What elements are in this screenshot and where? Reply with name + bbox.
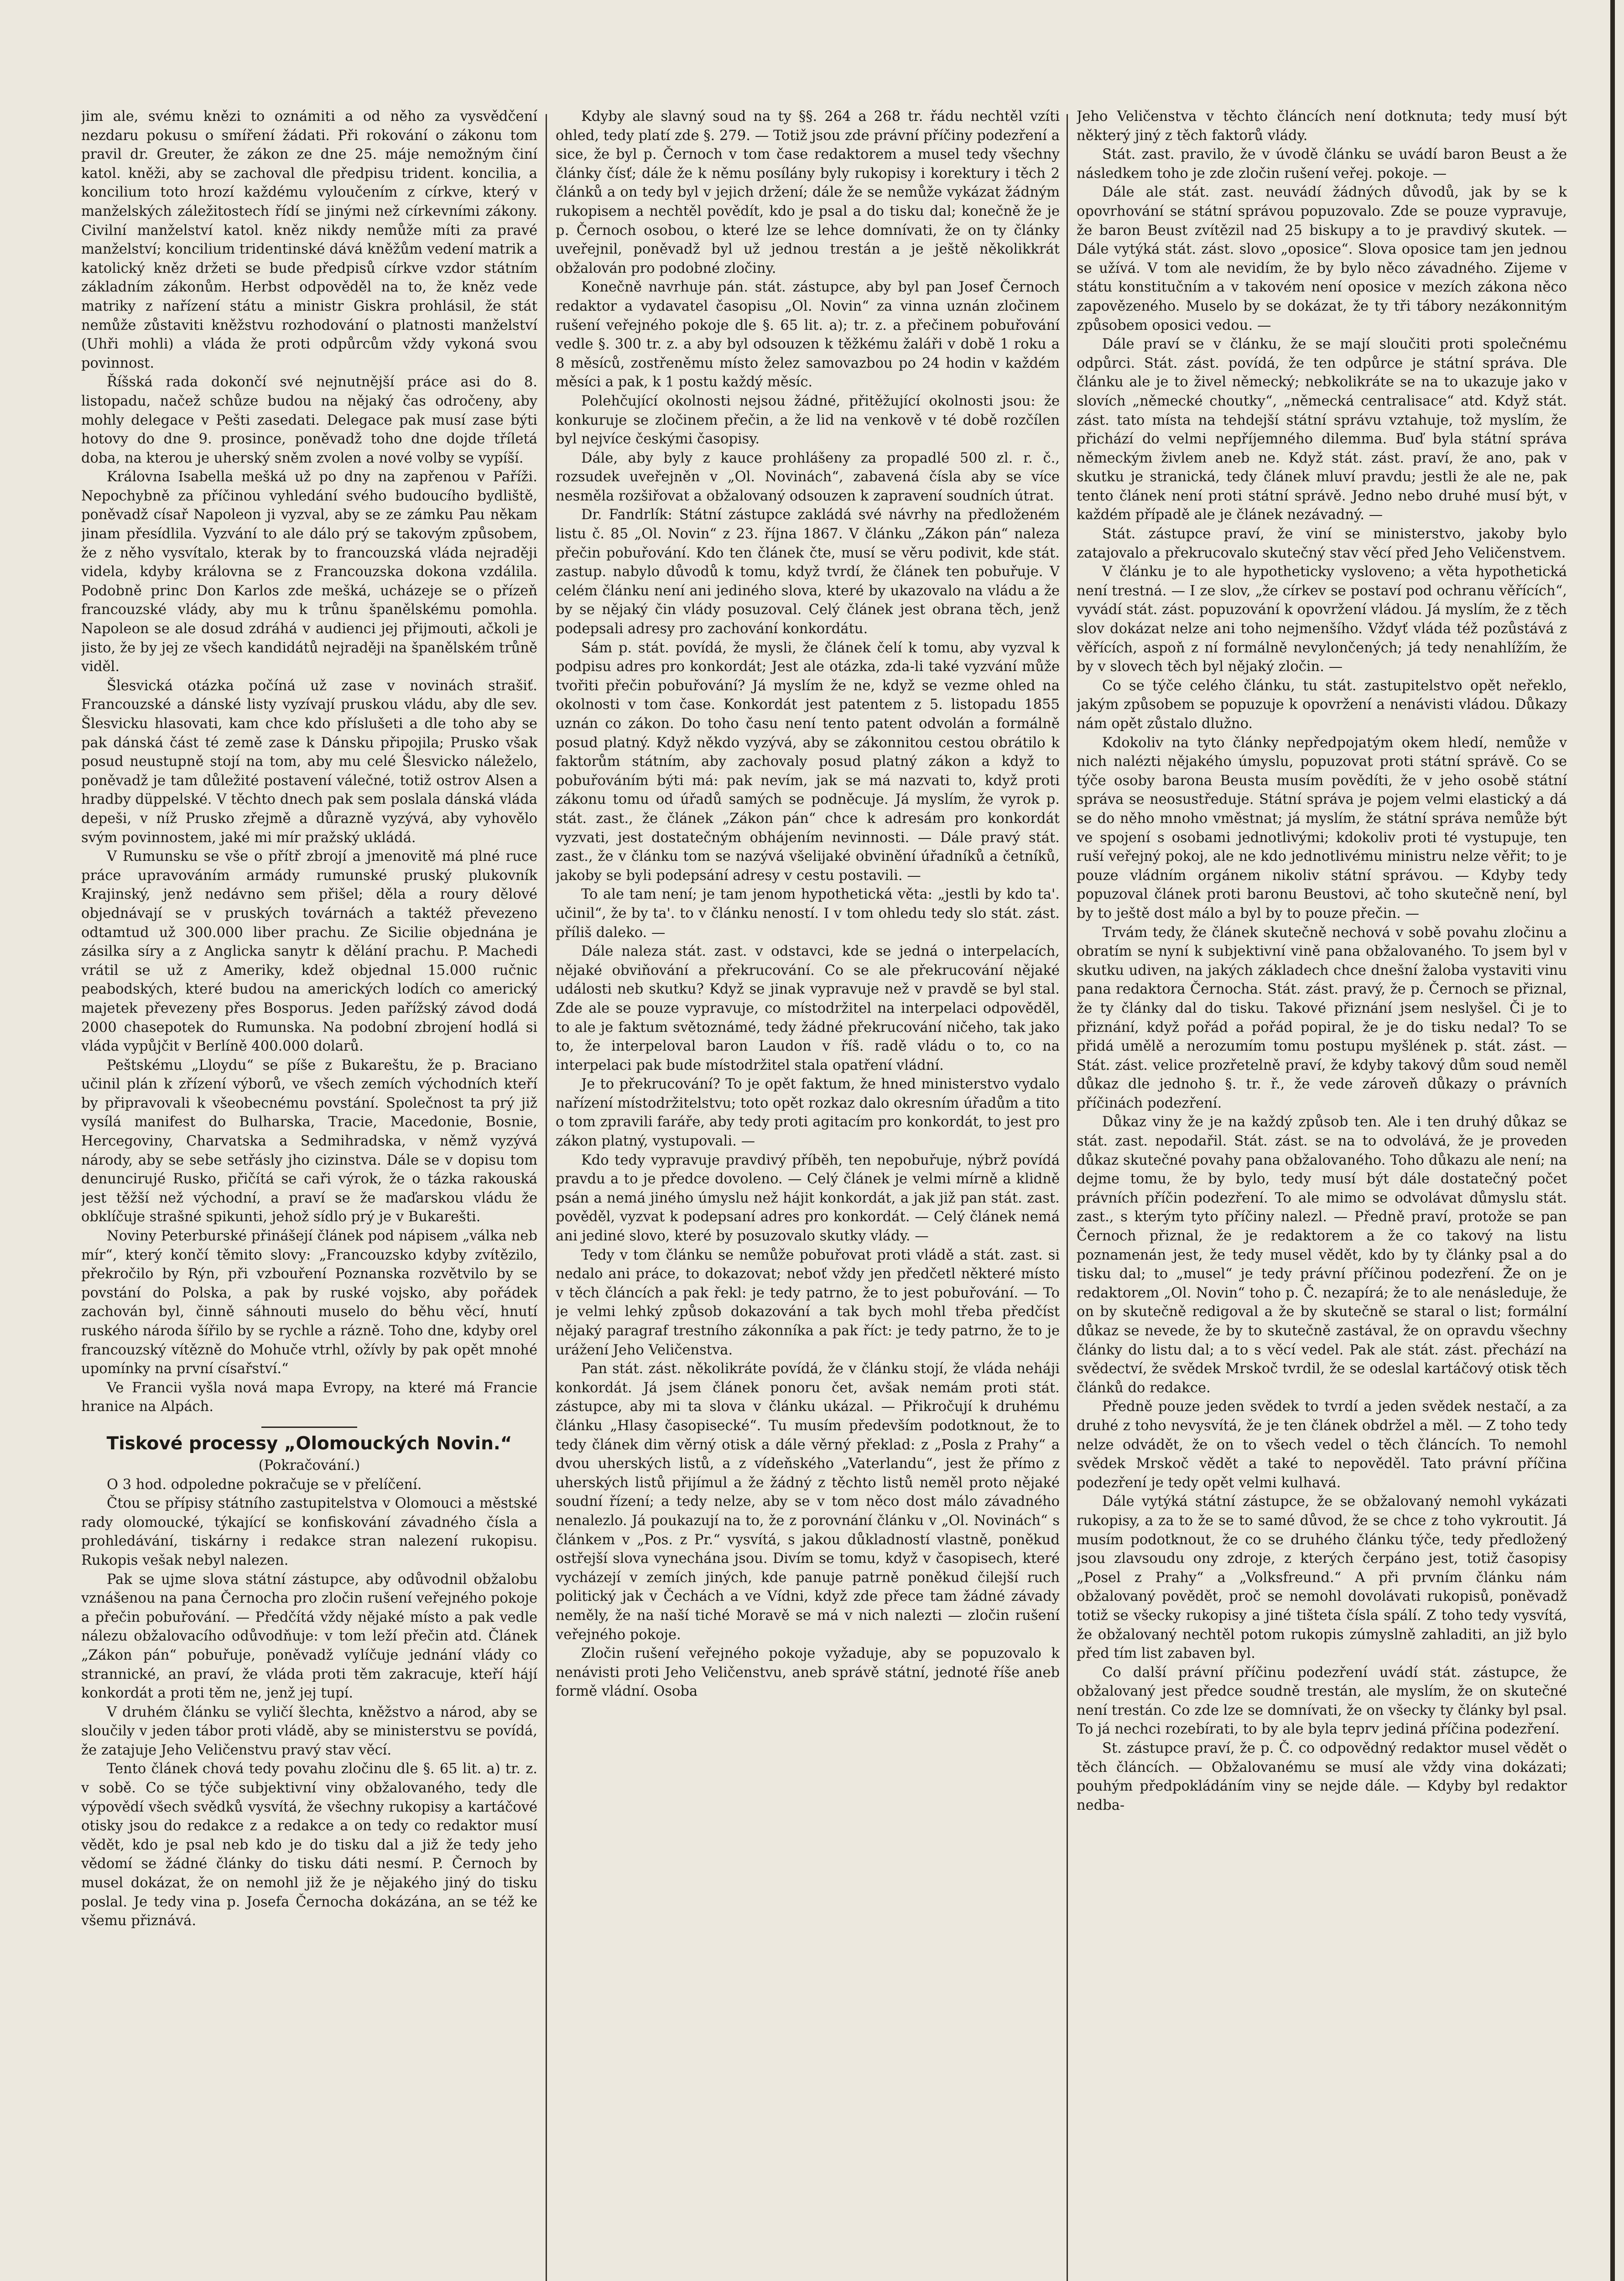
column-divider — [1067, 114, 1068, 2281]
paragraph: Čtou se přípisy státního zastupitelstva v Olomouci a městské rady olomoucké, týkající se konfiskování závadného čísla a prohledávání, tiskárny i redakce stran nalezení rukopisu. Rukopis vešak nebyl nalezen. — [81, 1495, 537, 1568]
paragraph: Co další právní příčinu podezření uvádí stát. zástupce, že obžalovaný jest předce soudně trestán, ale myslím, že on skutečné není trestán. Co zde lze se domnívati, že on všecky ty články byl psal. To já nechci rozebírati, to by ale byla teprv jediná příčina podezření. — [1077, 1664, 1567, 1738]
column-middle — [556, 107, 1060, 2281]
paragraph: Ve Francii vyšla nová mapa Evropy, na které má Francie hranice na Alpách. — [81, 1380, 537, 1415]
paragraph: jim ale, svému knězi to oznámiti a od něho za vysvědčení nezdaru pokusu o smíření žádati. Při rokování o zákonu tom pravil dr. Greuter, že zákon ze dne 25. máje nemožným činí katol. kněži, aby se zachoval dle předpisu trident. koncilia, a koncilium toto hrozí každému vyloučením z církve, který v manželských záležitostech řídí se jinými než církevními zákony. Civilní manželství katol. kněz nikdy nemůže míti za pravé manželství; koncilium tridentinské dává kněžům vedení matrik a katolický kněz držeti se bude předpisů církve vzdor státním základním zákonům. Herbst odpověděl na to, že kněz vede matriky z nařízení státu a ministr Giskra prohlásil, že stát nemůže zůstaviti kněžstvu rozhodování o platnosti manželství (Uhři mohli) a vláda že proti odpůrcům vždy vykoná svou povinnost. — [81, 109, 537, 371]
paragraph: Kdyby ale slavný soud na ty §§. 264 a 268 tr. řádu nechtěl vzíti ohled, tedy platí zde §. 279. — Totiž jsou zde právní příčiny podezření a sice, že byl p. Černoch v tom čase redaktorem a musel tedy všechny články čísť; dále že k němu posílány byly rukopisy i korektury i těch 2 článků a on tedy byl v jejich držení; dále že se nemůže vykázat žádným rukopisem a nechtěl povědít, kdo je psal a do tisku dal; konečně že je p. Černoch osobou, o které lze se lehce domnívati, že on ty články uveřejnil, poněvadž byl už jednou trestán a je ještě několikkrát obžalován pro podobné zločiny. — [556, 109, 1060, 276]
paragraph: V Rumunsku se vše o přítř zbrojí a jmenovitě má plné ruce práce upravováním armády rumunské pruský plukovník Krajinský, jenž nedávno sem přišel; děla a roury dělové objednávají se v pruských továrnách a taktéž převezeno odtamtud už 300.000 liber prachu. Ze Sicilie objednána je zásilka síry a z Anglicka sanytr k dělání prachu. P. Machedi vrátil se už z Ameriky, kdež objednal 15.000 ručnic peabodských, které budou na amerických lodích co americký majetek převezeny přes Bosporus. Jeden pařížský závod dodá 2000 chasepotek do Rumunska. Na podobní zbrojení hodlá si vláda vypůjčit v Berlíně 400.000 dolarů. — [81, 849, 537, 1055]
paragraph: Tento článek chová tedy povahu zločinu dle §. 65 lit. a) tr. z. v sobě. Co se týče subjektivní viny obžalovaného, tedy dle výpovědí všech svědků vysvítá, že všechny rukopisy a kartáčové otisky jsou do redakce z a redakce a on tedy co redaktor musí vědět, kdo je psal neb kdo je do tisku dal a již že tedy jeho vědomí se žádné články do tisku dáti nesmí. P. Černoch by musel dokázat, že on nemohl již že je nějakého jiný do tisku poslal. Je tedy vina p. Josefa Černocha dokázána, an se též ke všemu přiznává. — [81, 1761, 537, 1929]
article-subheading: (Pokračování.) — [258, 1457, 360, 1474]
paragraph: O 3 hod. odpoledne pokračuje se v přelíčení. — [107, 1476, 422, 1493]
paragraph: Kdo tedy vypravuje pravdivý příběh, ten nepobuřuje, nýbrž povídá pravdu a to je předce dovoleno. — Celý článek je velmi mírně a klidně psán a nemá jiného úmyslu než hájit konkordát, a jak již pan stát. zast. pověděl, vyzvat k podepsaní adres pro konkordát. — Celý článek nemá ani jediné slovo, které by posuzovalo skutky vlády. — — [556, 1152, 1060, 1245]
paragraph: Dále, aby byly z kauce prohlášeny za propadlé 500 zl. r. č., rozsudek uveřejněn v „Ol. Novinách“, zabavená čísla aby se více nesměla rozšiřovat a obžalovaný odsouzen k zapravení soudních útrat. — [556, 450, 1060, 504]
paragraph: Peštskému „Lloydu“ se píše z Bukareštu, že p. Braciano učinil plán k zřízení výborů, ve všech zemích východních kteří by připravovali k všeobecnému povstání. Společnost ta prý již vysílá manifest do Bulharska, Tracie, Macedonie, Bosnie, Hercegoviny, Charvatska a Sedmihradska, v němž vyzývá národy, aby se sebe setřásly jho cizinstva. Dále se v dopisu tom denuncirujé Rusko, přičítá se caři výrok, že o tázka rakouská jest těžší než východní, a praví se že maďarskou vládu že obklíčuje strašné spikunti, jehož sídlo prý je v Bukarešti. — [81, 1057, 537, 1225]
paragraph: Královna Isabella mešká už po dny na zapřenou v Paříži. Nepochybně za příčinou vyhledání svého budoucího bydliště, poněvadž císař Napoleon ji vyzval, aby se ze zámku Pau někam jinam přesídlila. Vyzvání to ale dálo prý se takovým způsobem, že z něho vysvítalo, kterak by to francouzská vláda nejraději videla, kdyby královna se z Francouzska dokona vzdálila. Podobně princ Don Karlos zde mešká, ucházeje se o přízeň francouzské vlády, aby mu k trůnu španělskému pomohla. Napoleon se ale dosud zdráhá v audienci jej přijmouti, ačkoli je jisto, že by jej ze všech kandidátů nejraději na španělském trůně viděl. — [81, 469, 537, 675]
paragraph: Konečně navrhuje pán. stát. zástupce, aby byl pan Josef Černoch redaktor a vydavatel časopisu „Ol. Novin“ za vinna uznán zločinem rušení veřejného pokoje dle §. 65 lit. a); tr. z. a přečinem pobuřování vedle §. 300 tr. z. a aby byl odsouzen k těžkému žaláři v době 1 roku a 8 měsíců, zostřeněmu místo želez samovazbou po 24 hodin v každém měsíci a pak, k 1 postu každý měsíc. — [556, 279, 1060, 391]
paragraph: Šlesvická otázka počíná už zase v novinách strašiť. Francouzské a dánské listy vyzívají pruskou vládu, aby dle sev. Šlesvicku hlasovati, kam chce kdo příslušeti a dle toho aby se pak dánská část té země zase k Dánsku připojila; Prusko však posud neustupně stojí na tom, aby mu celé Šlesvicko náleželo, poněvadž je tam důležité postavení válečné, totiž ostrov Alsen a hradby düppelské. V těchto dnech pak sem poslala dánská vláda depeši, v níž Prusko zřejmě a důrazně vyzývá, aby vyhovělo svým povinnostem, jaké mi mír pražský ukládá. — [81, 677, 537, 846]
paragraph: Co se týče celého článku, tu stát. zastupitelstvo opět neřeklo, jakým způsobem se popuzuje k opovržení a nenávisti vládou. Důkazy nám opět zůstalo dlužno. — [1077, 677, 1567, 732]
column-divider — [546, 114, 547, 2281]
paragraph: Sám p. stát. povídá, že mysli, že článek čelí k tomu, aby vyzval k podpisu adres pro konkordát; Jest ale otázka, zda-li také vyzvání může tvořiti přečin pobuřování? Já myslím že ne, když se vezme ohled na okolnosti v tom čase. Konkordát jest patentem z 5. listopadu 1855 uznán co zákon. Do toho času není tento patent odvolán a formálně posud platný. Když někdo vyzývá, aby se zákonnitou cestou obrátilo k faktorům státním, aby zachovaly posud platný zákon a když to pobuřováním býti má: pak nevím, jak se má nazvati to, když proti zákonu tomu od úřadů samých se podněcuje. Já myslím, že vyrok p. stát. zast., že článek „Zákon pán“ chce k adresám pro konkordát vyzvati, jest dostatečným obhájením nevinnosti. — Dále pravý stát. zast., že v článku tom se nazývá všelijaké obvinění úřadníků a četníků, jakoby se byli podepsání adresy v cestu postavili. — — [556, 640, 1060, 884]
paragraph: Předně pouze jeden svědek to tvrdí a jeden svědek nestačí, a za druhé z toho nevysvítá, že je ten článek obdržel a měl. — Z toho tedy nelze odvádět, že on to všech vedel o těch článcích. To nemohl svědek Mrskoč vědět a také to nepověděl. Tato právní příčina podezření je tedy opět velmi kulhavá. — [1077, 1399, 1567, 1491]
paragraph: Pan stát. zást. několikráte povídá, že v článku stojí, že vláda neháji konkordát. Já jsem článek ponoru čet, avšak nemám proti stát. zástupce, aby mi ta slova v článku ukázal. — Přikročují k druhému článku „Hlasy časopisecké“. Tu musím především podotknout, že to tedy článek dim věrný otisk a dále věrný překlad: z „Posla z Prahy“ a dvou uherských listů, a z vídeňského „Vaterlandu“, jest že přímo z uherských listů přijímul a že žádný z těchto listů neměl proto nějaké soudní řízení; a tedy nelze, aby se v tom něco dost málo závadného nenalezlo. Já poukazují na to, že z porovnání článku v „Ol. Novinách“ s článkem v „Pos. z Pr.“ vysvítá, s jakou důkladností vlastně, poněkud ostřejší slova vynechána jsou. Divím se tomu, když v časopisech, které vycházejí v zemích jiných, kde panuje patrně poněkud čilejší ruch politický jak v Čechách a ve Vídni, když zde přece tam žádné závady neměly, že na naší tiché Moravě se má v nich nalezti — zločin rušení veřejného pokoje. — [556, 1361, 1060, 1643]
paragraph: V druhém článku se vyličí šlechta, kněžstvo a národ, aby se sloučily v jeden tábor proti vládě, aby se ministerstvu se povídá, že zatajuje Jeho Veličenstvu pravý stav věcí. — [81, 1704, 537, 1758]
paragraph: Dále praví se v článku, že se mají sloučiti proti společnému odpůrci. Stát. zást. povídá, že ten odpůrce je státní správa. Dle článku ale je to živel německý; nebkolikráte se na to ukazuje jako v slovích „německé choutky“, „německá centralisace“ atd. Když stát. zást. tato místa na tehdejší státní správu vztahuje, tož myslím, že přichází do velmi nepříjemného dilemma. Buď byla státní správa německým živlem aneb ne. Když stát. zást. praví, že ano, pak v skutku je stranická, tedy článek mluví pravdu; jestli že ale ne, pak tento článek není proti státní správě. Jedno nebo druhé musí být, v každém případě ale je článek nezávadný. — — [1077, 336, 1567, 523]
paragraph: Říšská rada dokončí své nejnutnější práce asi do 8. listopadu, načež schůze budou na nějaký čas odročeny, aby mohly delegace v Pešti zasedati. Delegace pak musí zase býti hotovy do dne 9. prosince, poněvadž toho dne dojde tříletá doba, na kterou je uherský sněm zvolen a nové volby se vypíší. — [81, 374, 537, 466]
paragraph: Zločin rušení veřejného pokoje vyžaduje, aby se popuzovalo k nenávisti proti Jeho Veličenstvu, aneb správě státní, jednoté říše aneb formě vládní. Osoba — [556, 1646, 1060, 1700]
paragraph: Noviny Peterburské přinášejí článek pod nápisem „válka neb mír“, který končí těmito slovy: „Francouzsko kdyby zvítězilo, překročilo by Rýn, při vzbouření Poznanska rozvětvilo by se povstání do Polska, a pak by ruské vojsko, aby pořádek zachován byl, činně sáhnouti muselo do běhu věcí, hnutí ruského národa šířilo by se rychle a rázně. Toho dne, kdyby orel francouzský vítězně do Mohuče vtrhl, ožívly by pak opět mnohé upomínky na první císařství.“ — [81, 1228, 537, 1377]
paragraph: Důkaz viny že je na každý způsob ten. Ale i ten druhý důkaz se stát. zast. nepodařil. Stát. zást. se na to odvolává, že je proveden důkaz skutečné povahy pana obžalovaného. Toho důkazu ale není; na dejme tomu, že by bylo, tedy musí být dále dostatečný počet právních příčin podezření. To ale mimo se odvolávat důmyslu stát. zast., s kterým tyto příčiny nalezl. — Předně praví, protože se pan Černoch přiznal, že je redaktorem a že co takový na listu poznamenán jest, že tedy musel vědět, kdo by ty články psal a do tisku dal; to „musel“ je tedy právní příčinou podezření. Že on je redaktorem „Ol. Novin“ toho p. Č. nezapírá; že to ale nenásleduje, že on by skutečně redigoval a že by skutečně se staral o list; formální důkaz se nevede, že by to skutečně zastával, že on opravdu všechny články do listu dal; a to s věcí vedel. Pak ale stát. zást. přechází na svědectví, že svědek Mrskoč tvrdil, že se odeslal kartáčový otisk těch článků do redakce. — [1077, 1114, 1567, 1396]
paragraph: Stát. zástupce praví, že viní se ministerstvo, jakoby bylo zatajovalo a překrucovalo skutečný stav věcí před Jeho Veličenstvem. — [1077, 526, 1567, 561]
paragraph: Dále naleza stát. zast. v odstavci, kde se jedná o interpelacích, nějaké obviňování a překrucování. Co se ale překrucování nějaké události neb skutku? Když se jinak vypravuje než v pravdě se byl stal. Zde ale se pouze vypravuje, co místodržitel na interpelaci odpověděl, to ale je faktum světoznámé, tedy žádné překrucování ničeho, tak jako to, že interpeloval baron Laudon v říš. radě vládu o to, co na interpelaci pak bude místodržitel stala opatření vládní. — [556, 943, 1060, 1073]
column-left — [81, 107, 537, 2281]
paragraph: St. zástupce praví, že p. Č. co odpovědný redaktor musel vědět o těch článcích. — Obžalovanému se musí ale vždy vina dokázati; pouhým předpokládáním viny se nejde dále. — Kdyby byl redaktor nedba- — [1077, 1740, 1567, 1813]
paragraph: Kdokoliv na tyto články nepředpojatým okem hledí, nemůže v nich nalézti nějakého úmyslu, popuzovat proti státní správě. Co se týče osoby barona Beusta musím povědíti, že v jeho osobě státní správa se neosustředuje. Státní správa je pojem velmi elastický a dá se do něho mnoho vměstnat; já myslím, že státní správa nemůže být ve spojení s osobami jednotlivými; kdokoliv proti té vystupuje, ten ruší veřejný pokoj, ale ne kdo jednotlivému ministru nelze věřit; to je pouze vládním orgánem nikoliv státní správou. — Kdyby tedy popuzoval článek proti baronu Beustovi, ač toho skutečně není, byl by to ještě dost málo a byl by to pouze přečin. — — [1077, 734, 1567, 922]
paragraph: Jeho Veličenstva v těchto článcích není dotknuta; tedy musí být některý jiný z těch faktorů vlády. — [1077, 109, 1567, 144]
article-heading: Tiskové processy „Olomouckých Novin.“ — [106, 1433, 512, 1454]
section-divider — [261, 1427, 357, 1428]
paragraph: Pak se ujme slova státní zástupce, aby odůvodnil obžalobu vznášenou na pana Černocha pro zločin rušení veřejného pokoje a přečin pobuřování. — Předčítá vždy nějaké místo a pak vedle nálezu obžalovacího odůvodňuje: v tom leží přečin atd. Článek „Zákon pán“ pobuřuje, poněvadž vylíčuje jednání vlády co strannické, an praví, že vláda proti těm zakracuje, kteří hájí konkordát a proti těm ne, jenž jej tupí. — [81, 1571, 537, 1702]
paragraph: To ale tam není; je tam jenom hypothetická věta: „jestli by kdo ta'. učinil“, že by ta'. to v článku neností. I v tom ohledu tedy slo stát. zást. příliš daleko. — — [556, 886, 1060, 941]
column-right — [1077, 107, 1567, 2281]
paragraph: Dr. Fandrlík: Státní zástupce zakládá své návrhy na předloženém listu č. 85 „Ol. Novin“ z 23. října 1867. V článku „Zákon pán“ naleza přečin pobuřování. Kdo ten článek čte, musí se věru podivit, kde stát. zastup. nabylo důvodů k tomu, když tvrdí, že článek ten pobuřuje. V celém článku není ani jediného slova, které by ukazovalo na vládu a že by se nějaký čin vlády posuzoval. Celý článek jest obrana těch, jenž podepsali adresy pro zachování konkordátu. — [556, 507, 1060, 637]
page-edge-bar — [1610, 0, 1615, 2281]
paragraph: Stát. zast. pravilo, že v úvodě článku se uvádí baron Beust a že následkem toho je zde zločin rušení veřej. pokoje. — — [1077, 146, 1567, 182]
paragraph: Dále ale stát. zast. neuvádí žádných důvodů, jak by se k opovrhování se státní správou popuzovalo. Zde se pouze vypravuje, že baron Beust zvítězil nad 25 biskupy a to je pravdivý skutek. — Dále vytýká stát. zást. slovo „oposice“. Slova oposice tam jen jednou se užívá. V tom ale nevidím, že by bylo něco závadného. Zijeme v státu konstitučním a v takovém není oposice v mezích zákona něco zapovězeného. Muselo by se dokázat, že ty tři tábory nezákonnitým způsobem oposici vedou. — — [1077, 184, 1567, 333]
paragraph: V článku je to ale hypotheticky vysloveno; a věta hypothetická není trestná. — I ze slov, „že církev se postaví pod ochranu věřících“, vyvádí stát. zást. popuzování k opovržení vládou. Já myslím, že z těch slov dokázat nelze ani toho nejmenšího. Vždyť vláda též pozůstává z věřících, aspoň z ní formálně nevylončených; já tedy nenahlížím, že by v slovech těch byl nějaký zločin. — — [1077, 564, 1567, 675]
paragraph: Je to překrucování? To je opět faktum, že hned ministerstvo vydalo nařízení místodržitelstvu; toto opět rozkaz dalo okresním úřadům a tito o tom zpravili faráře, aby tedy proti agitacím pro konkordát, to jest pro zákon platný, vystupovali. — — [556, 1076, 1060, 1150]
paragraph: Trvám tedy, že článek skutečně nechová v sobě povahu zločinu a obratím se nyní k subjektivní vině pana obžalovaného. To jsem byl v skutku udiven, na jakých základech chce dnešní žaloba vystaviti vinu pana redaktora Černocha. Stát. zást. pravý, že p. Černoch se přiznal, že ty články dal do tisku. Takové přiznání jsem neslyšel. Či je to přiznání, když pořád a pořád popiral, že je do tisku nedal? To se přidá umělě a nerozumím tomu postupu myšlének p. stát. zást. — Stát. zást. velice prozřetelně praví, že kdyby takový dům soud neměl důkaz dle jednoho §. tr. ř., že vede zároveň důkazy o právních příčinách podezření. — [1077, 924, 1567, 1111]
paragraph: Polehčující okolnosti nejsou žádné, přitěžující okolnosti jsou: že konkuruje se zločinem přečin, a že lid na venkově v té době rozčílen byl nejvíce českými časopisy. — [556, 393, 1060, 448]
paragraph: Tedy v tom článku se nemůže pobuřovat proti vládě a stát. zast. si nedalo ani práce, to dokazovat; neboť vždy jen předčetl některé místo v těch článcích a pak řekl: je tedy patrno, že to jest pobuřování. — To je velmi lehký způsob dokazování a tak bych mohl třeba předčíst nějaký paragraf trestního zákonníka a pak říct: je tedy patrno, že to je urážení Jeho Veličenstva. — [556, 1247, 1060, 1358]
paragraph: Dále vytýká státní zástupce, že se obžalovaný nemohl vykázati rukopisy, a za to že se to samé důvod, že se chce z toho vykroutit. Já musím podotknout, že co se druhého článku týče, tedy předložený jsou zlavsoudu ony zdroje, z kterých čerpáno jest, totiž časopisy „Posel z Prahy“ a „Volksfreund.“ A při prvním článku nám obžalovaný povědět, proč se nemohl dovolávati rukopisů, poněvadž totiž se všecky rukopisy a jiné tišteta čísla spálí. Z toho tedy vysvítá, že obžalovaný nechtěl potom rukopis zúmyslně zahladiti, an již bylo před tím list zabaven byl. — [1077, 1494, 1567, 1662]
